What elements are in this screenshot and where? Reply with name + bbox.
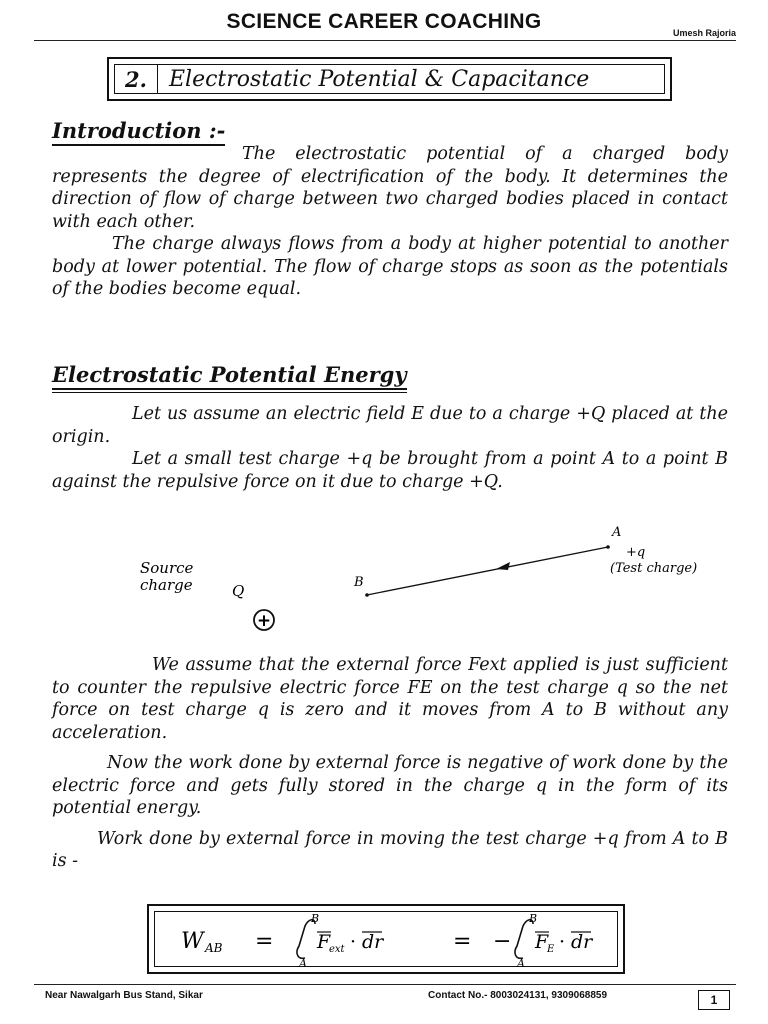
- source-charge-symbol: Q: [232, 582, 245, 600]
- charge-diagram: [130, 520, 730, 640]
- footer-divider: [34, 984, 736, 985]
- page-number: 1: [698, 990, 730, 1010]
- introduction-heading: [52, 118, 225, 143]
- potential-energy-heading-text: Electrostatic Potential Energy: [52, 362, 407, 387]
- header-author: Umesh Rajoria: [672, 28, 736, 38]
- introduction-para-1: The electrostatic potential of a charged body represents the degree of electrification of the body. It determines the direction of flow of charge between two charged bodies placed in contact with each other.: [52, 144, 728, 232]
- work-equation: [155, 912, 619, 968]
- eq-dr-2: dr: [571, 931, 593, 953]
- point-a-dot: [606, 545, 610, 549]
- plus-symbol: +: [256, 611, 272, 631]
- eq-lhs-sub: AB: [205, 941, 223, 955]
- potential-energy-body: [52, 654, 728, 873]
- footer-address: Near Nawalgarh Bus Stand, Sikar: [45, 990, 203, 1001]
- introduction-para-2: The charge always flows from a body at higher potential to another body at lower potential. The flow of charge stops as soon as the potentials of the bodies become equal.: [52, 234, 728, 299]
- eq-equals-1: =: [255, 929, 274, 954]
- point-b-label: B: [354, 575, 364, 590]
- source-label-1: Source: [140, 559, 194, 577]
- pe-para-2: Let a small test charge +q be brought from a point A to a point B against the repulsive force on it due to charge +Q.: [52, 449, 728, 492]
- introduction-heading-text: Introduction :-: [52, 118, 226, 143]
- int2-upper: B: [529, 912, 538, 925]
- footer-contact: Contact No.- 8003024131, 9309068859: [428, 990, 608, 1001]
- chapter-number: 2.: [115, 65, 158, 93]
- eq-dot-2: ·: [559, 931, 566, 953]
- header-divider: [34, 40, 736, 41]
- int1-sub: ext: [329, 944, 345, 955]
- integral-sign-1: [297, 920, 315, 959]
- int2-body: F: [535, 931, 549, 953]
- int2-sub: E: [547, 944, 555, 955]
- pe-para-4: Now the work done by external force is negative of work done by the electric force and gets fully stored in the charge q in the form of its potential energy.: [52, 753, 728, 818]
- int1-upper: B: [311, 912, 320, 925]
- eq-dot-1: ·: [350, 931, 357, 953]
- point-a-label: A: [612, 525, 622, 540]
- int1-body: F: [317, 931, 331, 953]
- eq-minus: −: [493, 929, 512, 954]
- pe-para-5: Work done by external force in moving the test charge +q from A to B is -: [52, 828, 728, 871]
- test-charge-label: +q: [626, 545, 646, 560]
- arrow-head: [496, 562, 510, 570]
- eq-lhs: W: [181, 929, 204, 954]
- int2-lower: A: [517, 957, 525, 968]
- chapter-title-box: [107, 57, 672, 101]
- integral-sign-2: [515, 920, 533, 959]
- potential-energy-heading: [52, 362, 407, 387]
- pe-para-1: Let us assume an electric field E due to a charge +Q placed at the origin.: [52, 404, 728, 447]
- int1-lower: A: [299, 957, 307, 968]
- header-title: SCIENCE CAREER COACHING: [226, 10, 542, 33]
- path-a-to-b: [367, 547, 608, 595]
- eq-equals-2: =: [453, 929, 472, 954]
- source-label-2: charge: [140, 576, 193, 594]
- eq-dr-1: dr: [362, 931, 384, 953]
- test-charge-note: (Test charge): [610, 561, 698, 576]
- pe-para-3: We assume that the external force Fext applied is just sufficient to counter the repulsive electric force FE on the test charge q so the net force on test charge q is zero and it moves from A to B without any acceleration.: [52, 655, 728, 743]
- potential-energy-intro: [52, 403, 728, 493]
- chapter-title: Electrostatic Potential & Capacitance: [169, 67, 590, 92]
- work-equation-box: [147, 904, 625, 974]
- introduction-text: [52, 143, 728, 301]
